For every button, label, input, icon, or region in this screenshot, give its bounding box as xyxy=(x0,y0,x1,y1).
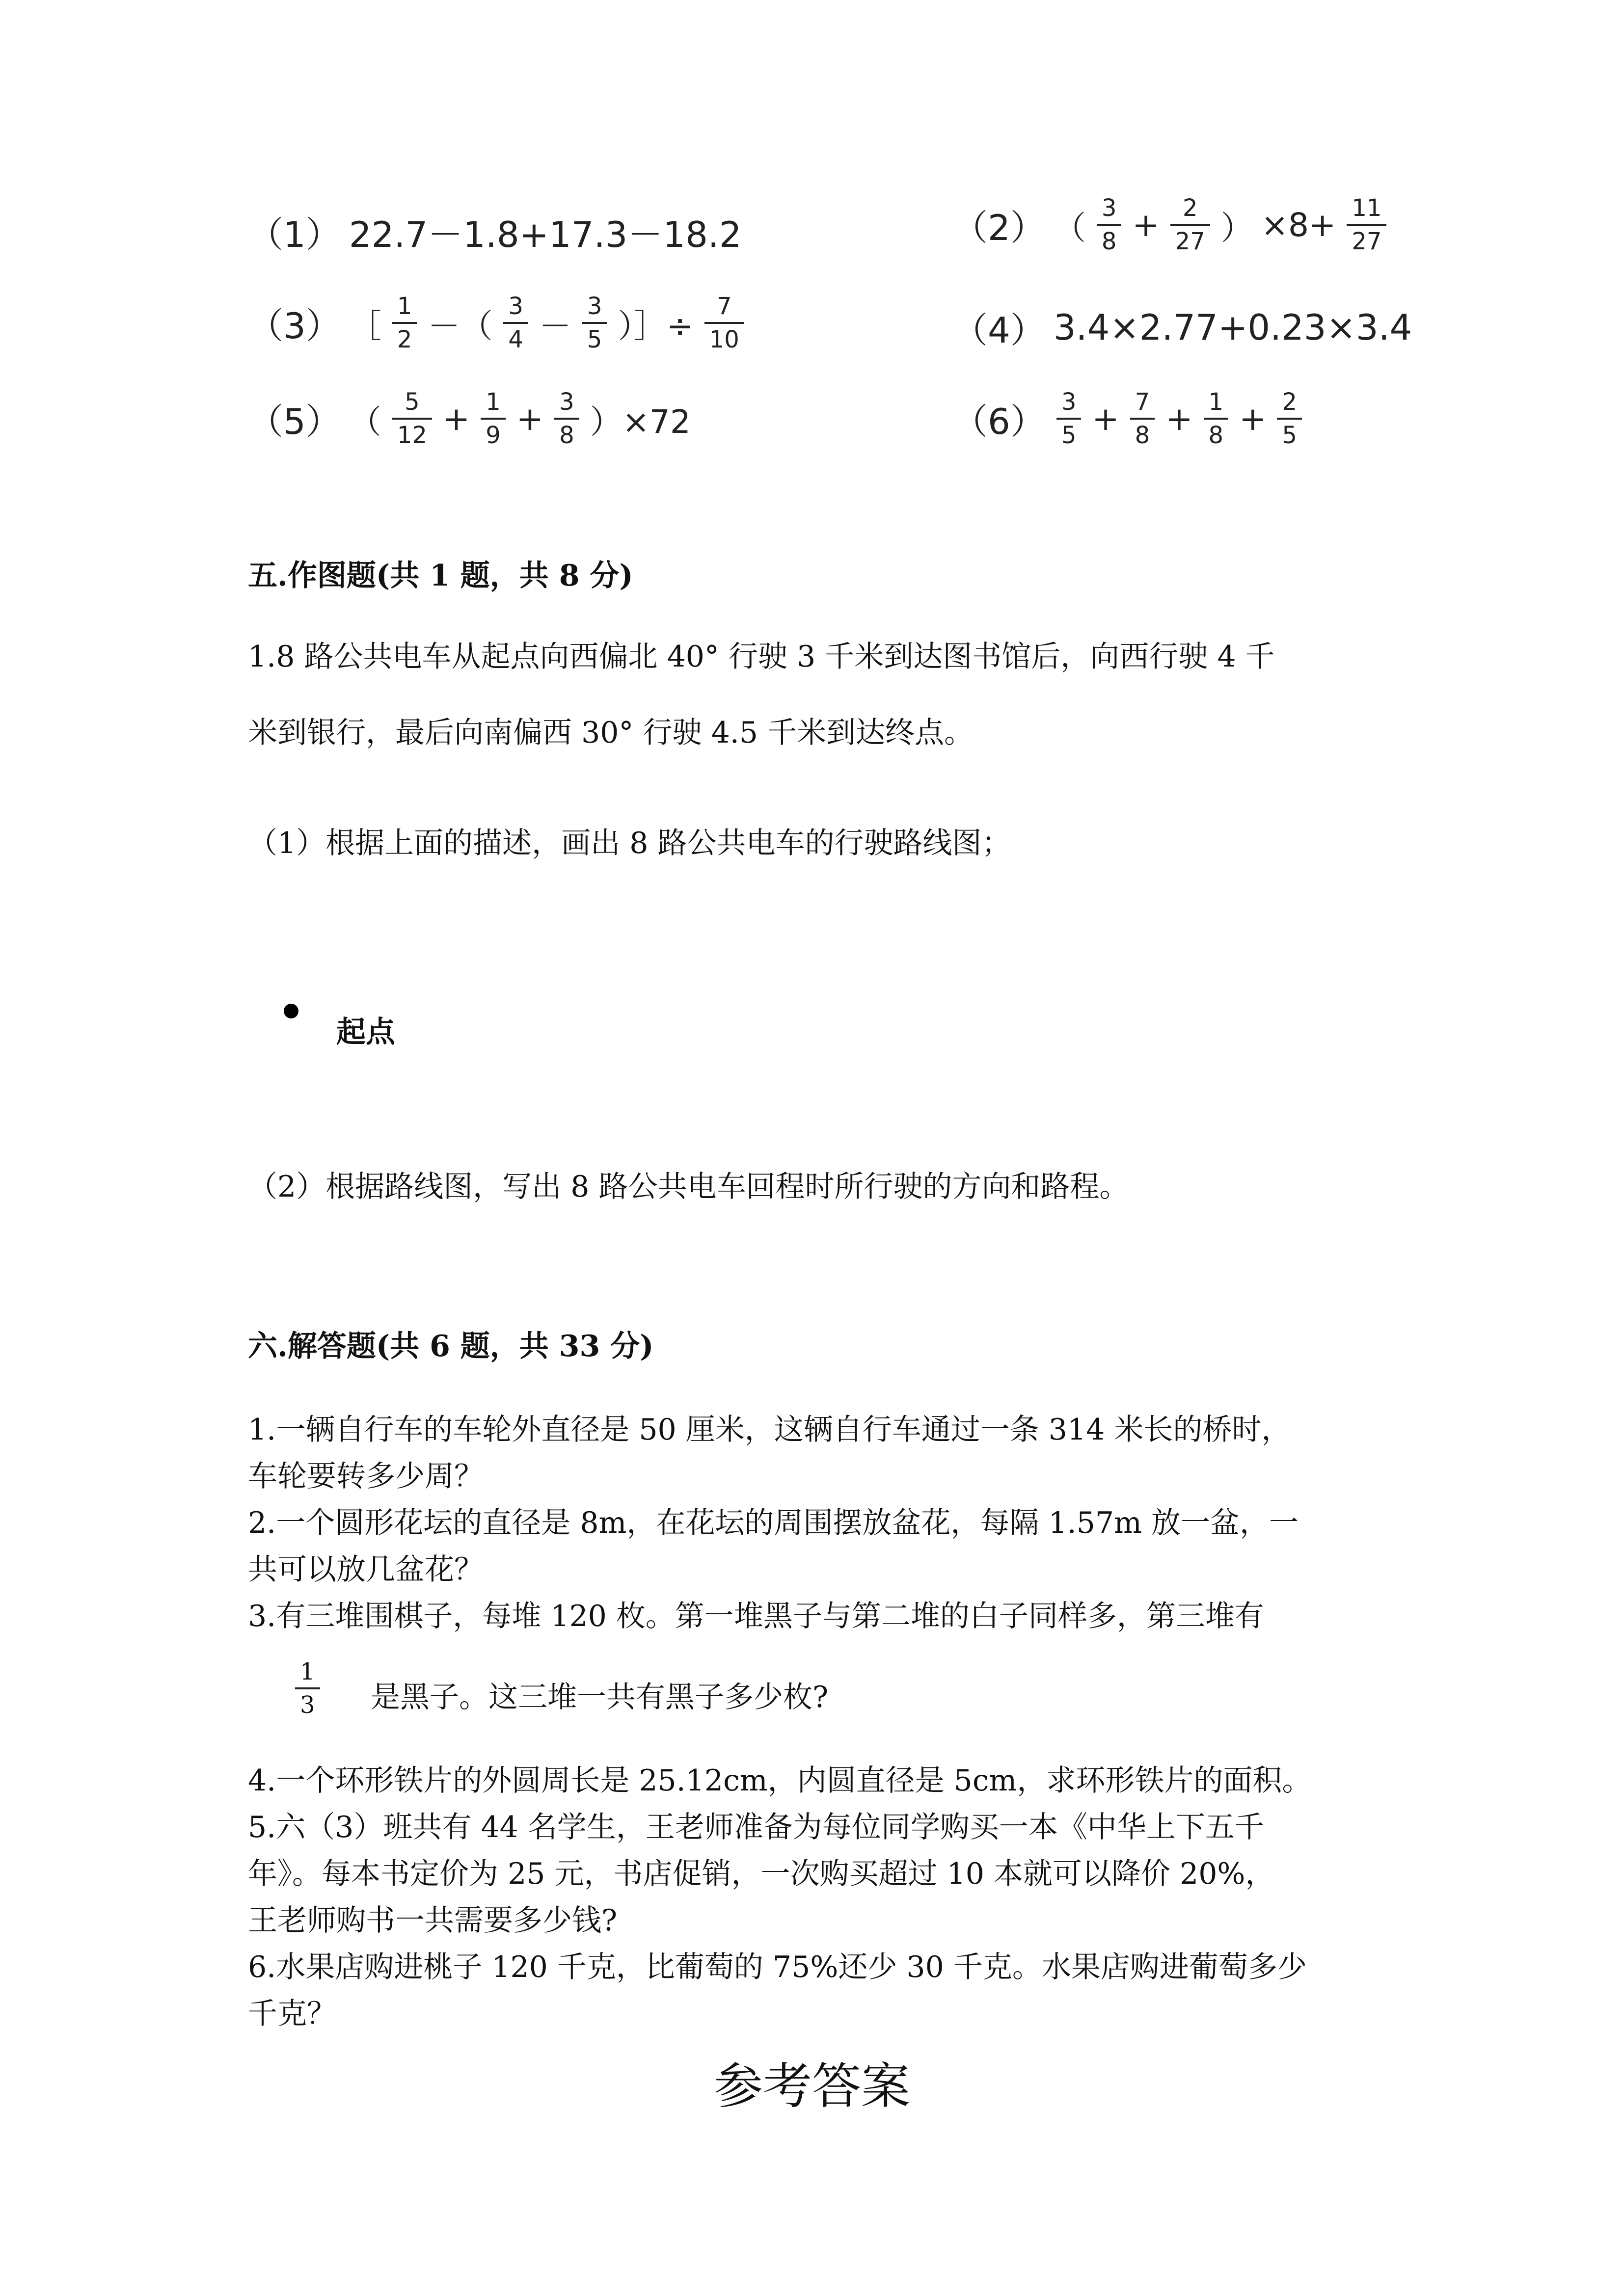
start-point-dot xyxy=(284,1004,298,1018)
section6-heading: 六.解答题(共 6 题，共 33 分) xyxy=(248,1329,654,1363)
paren-close: ） xyxy=(1220,209,1253,247)
q3-fraction: $\frac{1}{3}$ xyxy=(292,1656,323,1717)
operator: ）×72 xyxy=(590,402,691,441)
q-line: 1.一辆自行车的车轮外直径是 50 厘米，这辆自行车通过一条 314 米长的桥时， xyxy=(248,1413,1291,1447)
start-point-label: 起点 xyxy=(336,1015,395,1049)
fraction: $\frac{3}{5}$ xyxy=(582,294,607,351)
fraction: $\frac{3}{5}$ xyxy=(1056,390,1082,447)
q-line: 车轮要转多少周？ xyxy=(248,1459,484,1494)
section5-q1-line1: 1.8 路公共电车从起点向西偏北 40° 行驶 3 千米到达图书馆后，向西行驶 4 千 xyxy=(248,640,1275,674)
fraction: $\frac{2}{5}$ xyxy=(1277,390,1302,447)
section5-q1-line2: 米到银行，最后向南偏西 30° 行驶 4.5 千米到达终点。 xyxy=(248,716,974,750)
operator: + xyxy=(516,400,544,438)
operator: + xyxy=(1239,400,1267,438)
section5-heading: 五.作图题(共 1 题，共 8 分) xyxy=(248,559,633,593)
q3-tail: 是黑子。这三堆一共有黑子多少枚? xyxy=(371,1680,829,1714)
paren-open: （ xyxy=(349,402,381,441)
fraction: $\frac{7}{8}$ xyxy=(1130,390,1155,447)
calc-4-label: （4） xyxy=(952,310,1046,351)
fraction: $\frac{11}{27}$ xyxy=(1347,196,1386,253)
calc-5-label: （5） xyxy=(248,401,341,442)
section5-sub1: （1）根据上面的描述，画出 8 路公共电车的行驶路线图； xyxy=(248,826,1011,860)
q-line: 5.六（3）班共有 44 名学生，王老师准备为每位同学购买一本《中华上下五千 xyxy=(248,1810,1264,1844)
paren-open: （ xyxy=(1053,209,1086,247)
calc-6 xyxy=(952,390,1305,447)
calc-1-expr: 22.7－1.8+17.3－18.2 xyxy=(349,214,742,255)
q-line: 3.有三堆围棋子，每堆 120 枚。第一堆黑子与第二堆的白子同样多，第三堆有 xyxy=(248,1599,1264,1633)
q-line: 2.一个圆形花坛的直径是 8m，在花坛的周围摆放盆花，每隔 1.57m 放一盆，一 xyxy=(248,1506,1299,1540)
q-line: 王老师购书一共需要多少钱? xyxy=(248,1903,618,1938)
bracket-open: ［ xyxy=(349,307,381,345)
fraction: $\frac{1}{9}$ xyxy=(481,390,506,447)
calc-2 xyxy=(952,196,1389,253)
operator: + xyxy=(1092,400,1119,438)
calc-5 xyxy=(248,390,691,447)
calc-2-label: （2） xyxy=(952,207,1046,248)
operator: + xyxy=(442,400,470,438)
fraction: $\frac{3}{8}$ xyxy=(1097,196,1122,253)
fraction: $\frac{5}{12}$ xyxy=(392,390,432,447)
q-line: 年》。每本书定价为 25 元，书店促销，一次购买超过 10 本就可以降价 20%， xyxy=(248,1857,1275,1891)
q-line: 千克？ xyxy=(248,1997,336,2031)
calc-4 xyxy=(952,302,1412,353)
fraction: $\frac{1}{2}$ xyxy=(392,294,417,351)
calc-1 xyxy=(248,206,742,257)
operator: ×8+ xyxy=(1261,206,1336,244)
section5-sub2: （2）根据路线图，写出 8 路公共电车回程时所行驶的方向和路程。 xyxy=(248,1170,1129,1204)
calc-6-label: （6） xyxy=(952,401,1046,442)
answer-title: 参考答案 xyxy=(714,2057,910,2115)
bracket-close: ）］÷ xyxy=(618,307,694,345)
operator: + xyxy=(1165,400,1193,438)
q-line: 6.水果店购进桃子 120 千克，比葡萄的 75%还少 30 千克。水果店购进葡萄多少 xyxy=(248,1950,1307,1984)
q-line: 共可以放几盆花？ xyxy=(248,1552,484,1587)
calc-3 xyxy=(248,294,747,351)
calc-3-label: （3） xyxy=(248,305,341,347)
calc-4-expr: 3.4×2.77+0.23×3.4 xyxy=(1053,307,1412,348)
q-line: 4.一个环形铁片的外圆周长是 25.12cm，内圆直径是 5cm，求环形铁片的面积。 xyxy=(248,1763,1312,1798)
fraction: $\frac{7}{10}$ xyxy=(704,294,744,351)
calc-1-label: （1） xyxy=(248,214,341,255)
operator: + xyxy=(1132,206,1160,244)
operator: －（ xyxy=(428,307,493,345)
fraction: $\frac{2}{27}$ xyxy=(1170,196,1210,253)
operator: － xyxy=(539,307,571,345)
fraction: $\frac{3}{4}$ xyxy=(503,294,528,351)
fraction: $\frac{1}{8}$ xyxy=(1204,390,1229,447)
fraction: $\frac{3}{8}$ xyxy=(554,390,579,447)
